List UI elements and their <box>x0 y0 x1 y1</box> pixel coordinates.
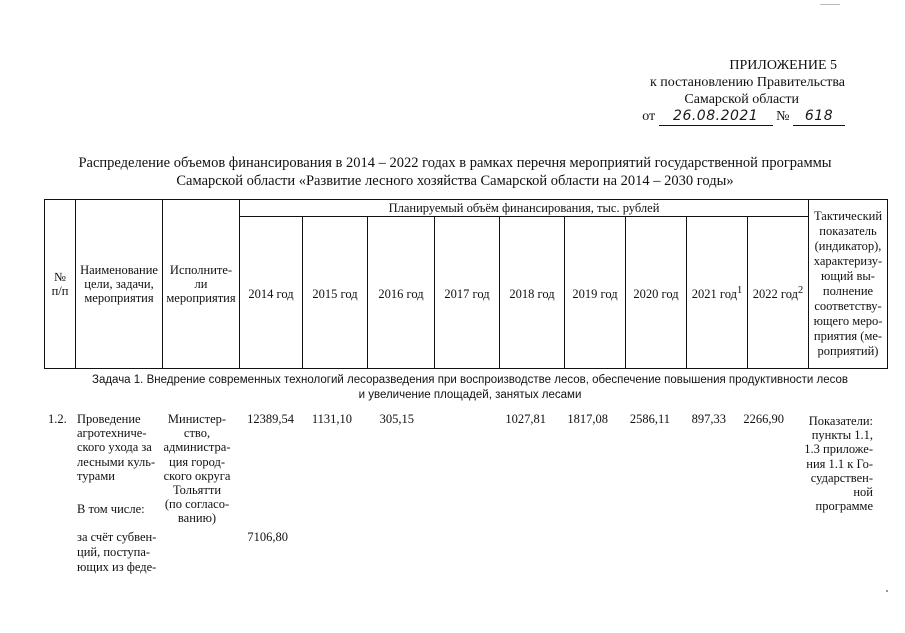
document-title <box>40 154 870 190</box>
value-2015: 1131,10 <box>311 412 352 426</box>
task-heading-line2: и увеличение площадей, занятых лесами <box>358 389 582 401</box>
value-2018: 1027,81 <box>505 412 546 426</box>
scan-speck <box>886 590 888 592</box>
value-2020: 2586,11 <box>629 412 670 426</box>
appendix-date-line <box>585 108 845 126</box>
row-name: Проведение агротехниче- ского ухода за лесными куль- турами <box>77 412 156 483</box>
value-2014: 12389,54 <box>247 412 294 426</box>
sub-value-2014: 7106,80 <box>247 530 288 544</box>
year-2019: 2019 год <box>565 217 626 369</box>
task-heading-line1: Задача 1. Внедрение современных технологий лесоразведения при воспроизводстве лесов, обеспечение повышения продуктивности лесов <box>92 374 848 386</box>
row-sub-name: за счёт субвен- ций, поступа- ющих из феде- <box>77 530 157 574</box>
appendix-header <box>585 57 845 126</box>
col-executor: Исполните- ли мероприятия <box>163 200 240 369</box>
document-title-line1: Распределение объемов финансирования в 2014 – 2022 годах в рамках перечня мероприятий государственной программы <box>78 155 832 171</box>
number-label: № <box>776 109 790 124</box>
value-2022: 2266,90 <box>743 412 784 426</box>
year-2017: 2017 год <box>435 217 500 369</box>
col-planned-financing: Планируемый объём финансирования, тыс. рублей <box>240 200 809 217</box>
row-number: 1.2. <box>48 412 67 426</box>
row-including: В том числе: <box>77 502 145 516</box>
row-executor: Министер- ство, администра- ция город- ского округа Тольятти (по согласо- ванию) <box>163 412 231 526</box>
task-heading <box>70 373 870 403</box>
appendix-title: ПРИЛОЖЕНИЕ 5 <box>729 58 837 73</box>
year-2018: 2018 год <box>500 217 565 369</box>
col-indicator: Тактический показатель (индикатор), характеризу- ющий вы- полнение соответству- ющего меро- приятия (ме- роприятий) <box>809 200 888 369</box>
scan-speck <box>820 4 840 5</box>
financing-table-header <box>44 199 888 369</box>
value-2019: 1817,08 <box>567 412 608 426</box>
year-2022: 2022 год$^2$ <box>748 217 809 369</box>
appendix-line-resolution: к постановлению Правительства <box>649 75 845 90</box>
document-title-line2: Самарской области «Развитие лесного хозяйства Самарской области на 2014 – 2030 годы» <box>176 173 734 189</box>
appendix-line-region: Самарской области <box>684 92 799 107</box>
value-2016: 305,15 <box>379 412 414 426</box>
row-indicator: Показатели: пункты 1.1, 1.3 приложе- ния 1.1 к Го- сударствен- ной программе <box>804 414 873 514</box>
value-2021: 897,33 <box>691 412 726 426</box>
from-label: от <box>642 109 656 124</box>
year-2020: 2020 год <box>626 217 687 369</box>
year-2015: 2015 год <box>303 217 368 369</box>
col-name: Наименование цели, задачи, мероприятия <box>76 200 163 369</box>
year-2014: 2014 год <box>240 217 303 369</box>
handwritten-number: 618 <box>793 108 845 126</box>
year-2016: 2016 год <box>368 217 435 369</box>
handwritten-date: 26.08.2021 <box>659 108 773 126</box>
col-number: № п/п <box>45 200 76 369</box>
year-2021: 2021 год$^1$ <box>687 217 748 369</box>
